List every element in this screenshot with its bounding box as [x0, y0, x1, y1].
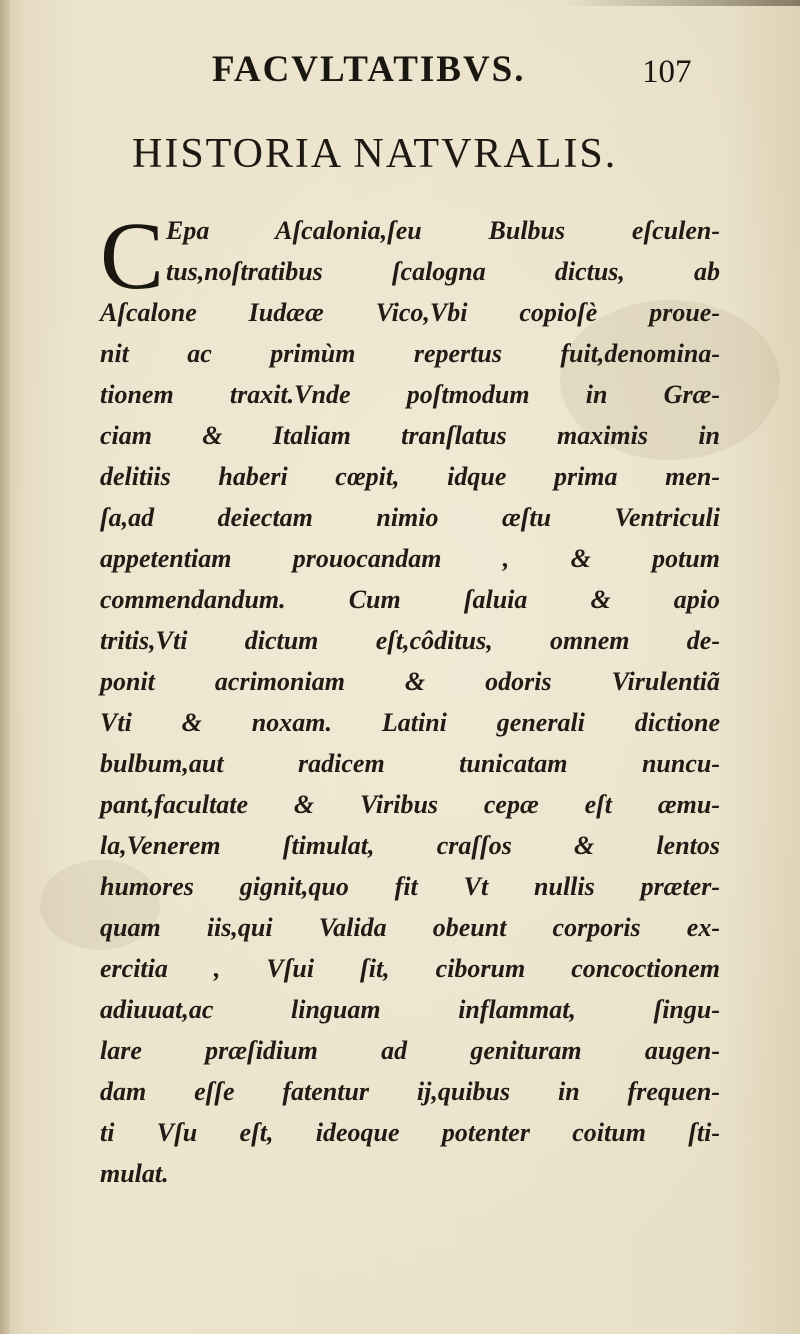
- text-line: la,Venerem ſtimulat, craſſos & lentos: [100, 831, 720, 860]
- drop-cap-initial: C: [100, 202, 165, 309]
- text-line: pant,facultate & Viribus cepæ eſt æmu-: [100, 790, 720, 819]
- running-head: [0, 48, 800, 98]
- text-line: ponit acrimoniam & odoris Virulentiã: [100, 667, 720, 696]
- text-line: ciam & Italiam tranſlatus maximis in: [100, 421, 720, 450]
- book-spine-edge: [0, 0, 10, 1334]
- text-line: tionem traxit.Vnde poſtmodum in Græ-: [100, 380, 720, 409]
- text-line: commendandum. Cum ſaluia & apio: [100, 585, 720, 614]
- text-line: Vti & noxam. Latini generali dictione: [100, 708, 720, 737]
- text-line: Aſcalone Iudææ Vico,Vbi copioſè proue-: [100, 298, 720, 327]
- text-line: adiuuat,ac linguam inflammat, ſingu-: [100, 995, 720, 1024]
- page-number: 107: [642, 54, 692, 90]
- section-title: HISTORIA NATVRALIS.: [132, 131, 618, 177]
- text-line: humores gignit,quo fit Vt nullis præter-: [100, 872, 720, 901]
- text-line: delitiis haberi cœpit, idque prima men-: [100, 462, 720, 491]
- text-line: ſa,ad deiectam nimio æſtu Ventriculi: [100, 503, 720, 532]
- page-top-shadow: [560, 0, 800, 6]
- running-title: FACVLTATIBVS.: [212, 49, 526, 90]
- text-line: mulat.: [100, 1159, 169, 1188]
- text-line: lare præſidium ad genituram augen-: [100, 1036, 720, 1065]
- text-line: bulbum,aut radicem tunicatam nuncu-: [100, 749, 720, 778]
- text-line: dam eſſe fatentur ij,quibus in frequen-: [100, 1077, 720, 1106]
- text-line: appetentiam prouocandam , & potum: [100, 544, 720, 573]
- text-line: ercitia , Vſui ſit, ciborum concoctionem: [100, 954, 720, 983]
- text-line: quam iis,qui Valida obeunt corporis ex-: [100, 913, 720, 942]
- body-text: [100, 202, 720, 1194]
- text-line: tritis,Vti dictum eſt,côditus, omnem de-: [100, 626, 720, 655]
- text-line: Epa Aſcalonia,ſeu Bulbus eſculen-: [166, 216, 720, 245]
- text-line: nit ac primùm repertus fuit,denomina-: [100, 339, 720, 368]
- text-line: ti Vſu eſt, ideoque potenter coitum ſti-: [100, 1118, 720, 1147]
- text-line: tus,noſtratibus ſcalogna dictus, ab: [166, 257, 720, 286]
